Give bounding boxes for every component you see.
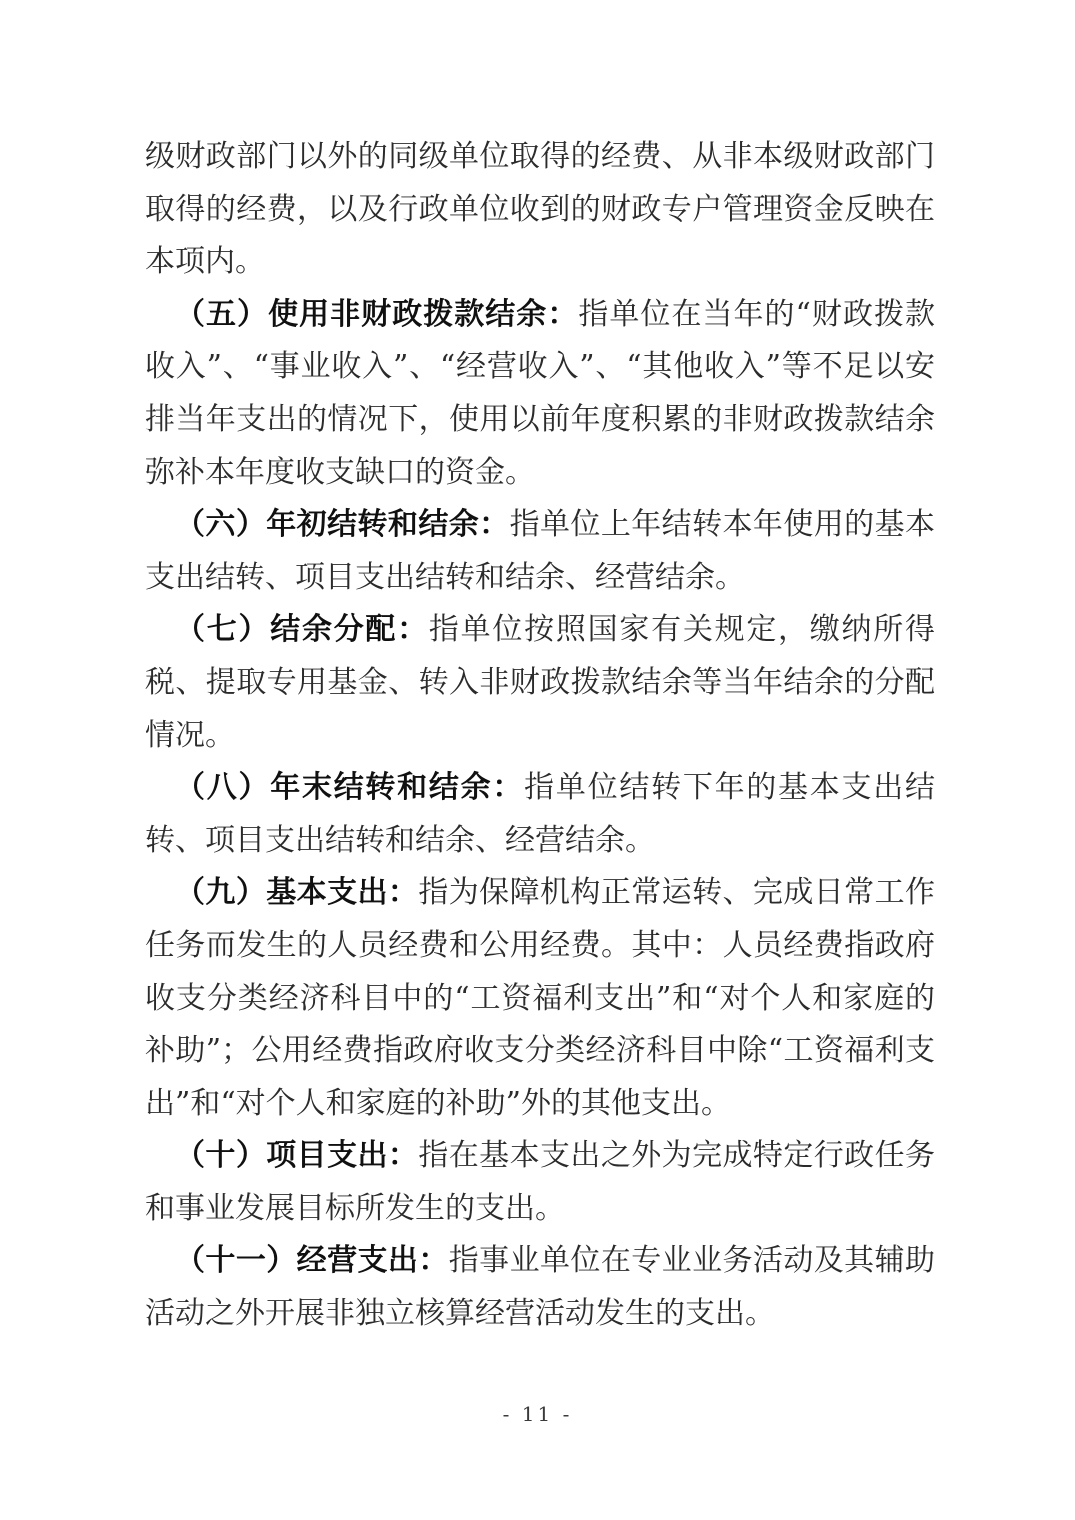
paragraph-body: 指为保障机构正常运转、完成日常工作任务而发生的人员经费和公用经费。其中：人员经费指政府收支分类经济科目中的“工资福利支出”和“对个人和家庭的补助”；公用经费指政府收支分类经济科目中除“工资福利支出”和“对个人和家庭的补助”外的其他支出。	[145, 875, 936, 1121]
page-number: - 11 -	[502, 1402, 573, 1426]
paragraph-section-5	[145, 289, 935, 499]
paragraph-section-10	[145, 1130, 935, 1235]
paragraph-body: 级财政部门以外的同级单位取得的经费、从非本级财政部门取得的经费，以及行政单位收到的财政专户管理资金反映在本项内。	[145, 139, 935, 280]
paragraph-body: 指单位按照国家有关规定，缴纳所得税、提取专用基金、转入非财政拨款结余等当年结余的分配情况。	[145, 612, 936, 753]
paragraph-heading: （九）基本支出：	[175, 875, 419, 911]
paragraph-heading: （六）年初结转和结余：	[175, 507, 510, 543]
paragraph-heading: （十一）经营支出：	[175, 1243, 449, 1279]
paragraph-heading: （十）项目支出：	[175, 1138, 419, 1174]
paragraph-body: 指事业单位在专业业务活动及其辅助活动之外开展非独立核算经营活动发生的支出。	[145, 1243, 935, 1332]
paragraph-body: 指单位上年结转本年使用的基本支出结转、项目支出结转和结余、经营结余。	[145, 507, 936, 595]
paragraph-heading: （五）使用非财政拨款结余：	[175, 296, 579, 332]
paragraph-heading: （八）年末结转和结余：	[175, 770, 525, 806]
paragraph-section-9	[145, 867, 935, 1130]
paragraph-heading: （七）结余分配：	[175, 612, 429, 648]
paragraph-body: 指在基本支出之外为完成特定行政任务和事业发展目标所发生的支出。	[145, 1138, 936, 1226]
paragraph-body: 指单位在当年的“财政拨款收入”、“事业收入”、“经营收入”、“其他收入”等不足以安排当年支出的情况下，使用以前年度积累的非财政拨款结余弥补本年度收支缺口的资金。	[145, 296, 935, 490]
paragraph-section-7	[145, 604, 935, 762]
paragraph-continuation	[145, 131, 935, 289]
paragraph-section-6	[145, 499, 935, 604]
paragraph-section-8	[145, 762, 935, 867]
paragraph-body: 指单位结转下年的基本支出结转、项目支出结转和结余、经营结余。	[145, 770, 936, 858]
paragraph-section-11	[145, 1235, 935, 1340]
document-text-block	[145, 131, 935, 1341]
